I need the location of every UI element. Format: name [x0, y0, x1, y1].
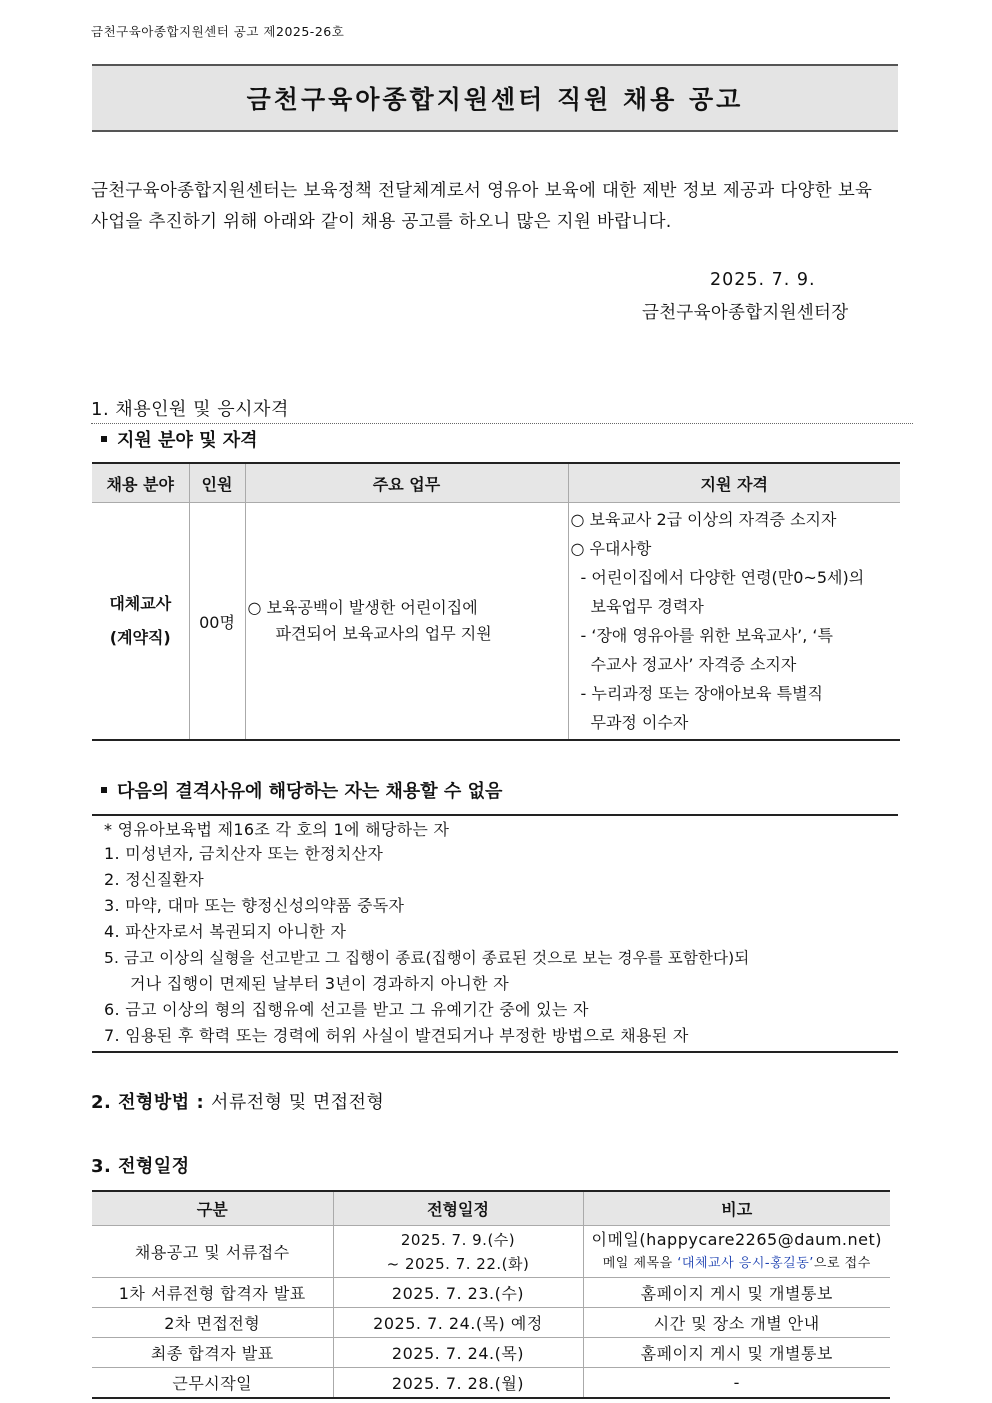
preference-item: [571, 563, 901, 621]
preference-line: - 누리과정 또는 장애아보육 특별직: [580, 684, 824, 703]
list-item: 2. 정신질환자: [104, 870, 205, 889]
table-row: [92, 1226, 890, 1278]
schedule-date: 2025. 7. 28.(월): [333, 1368, 583, 1399]
header-qualification: 지원 자격: [568, 463, 900, 503]
section2-heading: [91, 1088, 384, 1114]
preference-line: 수교사 정교사’ 자격증 소지자: [590, 655, 797, 674]
date-line: 2025. 7. 9.(수): [400, 1230, 516, 1249]
table-header-row: [92, 463, 900, 503]
sub-heading-text: 지원 분야 및 자격: [117, 430, 258, 451]
recruitment-table: [92, 462, 900, 741]
title-box: [92, 64, 898, 132]
field-cell: [92, 503, 189, 741]
list-item: 3. 마약, 대마 또는 향정신성의약품 중독자: [104, 896, 405, 915]
date-line: ~ 2025. 7. 22.(화): [386, 1254, 530, 1273]
section2-value: 서류전형 및 면접전형: [210, 1092, 385, 1113]
sub-heading-text: 다음의 결격사유에 해당하는 자는 채용할 수 없음: [117, 781, 503, 802]
list-item: 4. 파산자로서 복권되지 아니한 자: [104, 922, 347, 941]
schedule-note: 홈페이지 게시 및 개별통보: [583, 1338, 890, 1368]
field-type: (계약직): [109, 628, 171, 647]
list-item-continuation: 거나 집행이 면제된 날부터 3년이 경과하지 아니한 자: [130, 974, 510, 993]
table-row: [92, 1338, 890, 1368]
table-row: [92, 1308, 890, 1338]
header-duty: 주요 업무: [245, 463, 568, 503]
list-item: 1. 미성년자, 금치산자 또는 한정치산자: [104, 844, 384, 863]
section1-heading: 1. 채용인원 및 응시자격: [91, 399, 289, 420]
sub-heading-disqualification: [91, 777, 502, 803]
qualification-item: ○ 우대사항: [570, 539, 652, 558]
schedule-date: 2025. 7. 23.(수): [333, 1278, 583, 1308]
schedule-date: [333, 1226, 583, 1278]
dotted-divider: [91, 423, 913, 424]
subject-prefix: 메일 제목을: [602, 1255, 678, 1271]
list-item: 7. 임용된 후 학력 또는 경력에 허위 사실이 발견되거나 부정한 방법으로 채용된 자: [104, 1026, 689, 1045]
schedule-date: 2025. 7. 24.(목) 예정: [333, 1308, 583, 1338]
schedule-date: 2025. 7. 24.(목): [333, 1338, 583, 1368]
preference-item: [571, 679, 901, 737]
qualification-item: ○ 보육교사 2급 이상의 자격증 소지자: [570, 510, 837, 529]
issuer: 금천구육아종합지원센터장: [642, 303, 849, 323]
duty-cell: [245, 503, 568, 741]
schedule-label: 채용공고 및 서류접수: [92, 1226, 333, 1278]
document-number: 금천구육아종합지원센터 공고 제2025-26호: [91, 24, 345, 39]
section2-label: 2. 전형방법 :: [91, 1092, 205, 1113]
preference-line: 무과정 이수자: [590, 713, 689, 732]
schedule-note: 홈페이지 게시 및 개별통보: [583, 1278, 890, 1308]
header-field: 채용 분야: [92, 463, 189, 503]
qualification-cell: [568, 503, 900, 741]
header-schedule: 전형일정: [333, 1191, 583, 1226]
duty-line: 파견되어 보육교사의 업무 지원: [275, 624, 492, 643]
schedule-label: 최종 합격자 발표: [92, 1338, 333, 1368]
list-item: 5. 금고 이상의 실형을 선고받고 그 집행이 종료(집행이 종료된 것으로 보는 경우를 포함한다)되: [104, 949, 750, 967]
schedule-label: 1차 서류전형 합격자 발표: [92, 1278, 333, 1308]
square-bullet-icon: [101, 436, 107, 442]
schedule-table: [92, 1190, 890, 1399]
field-name: 대체교사: [109, 594, 172, 613]
count-cell: [189, 503, 245, 741]
preference-line: - 어린이집에서 다양한 연령(만0~5세)의: [580, 568, 865, 587]
preference-line: - ‘장애 영유아를 위한 보육교사’, ‘특: [580, 626, 833, 645]
table-row: [92, 503, 900, 741]
schedule-note: -: [583, 1368, 890, 1399]
header-count: 인원: [189, 463, 245, 503]
intro-paragraph: 금천구육아종합지원센터는 보육정책 전달체계로서 영유아 보육에 대한 제반 정보 제공과 다양한 보육 사업을 추진하기 위해 아래와 같이 채용 공고를 하오니 많은 지원 바랍니다.: [91, 181, 873, 232]
section3-heading: [91, 1152, 190, 1178]
table-header-row: [92, 1191, 890, 1226]
sub-heading-fields: [91, 426, 258, 452]
subject-suffix: 으로 접수: [813, 1255, 871, 1271]
schedule-note: 시간 및 장소 개별 안내: [583, 1308, 890, 1338]
preference-line: 보육업무 경력자: [590, 597, 704, 616]
disqualification-box: [92, 814, 898, 1053]
disq-note: * 영유아보육법 제16조 각 호의 1에 해당하는 자: [104, 820, 450, 839]
section3-label: 3. 전형일정: [91, 1156, 190, 1177]
email-line: 이메일(happycare2265@daum.net): [591, 1229, 882, 1249]
schedule-label: 근무시작일: [92, 1368, 333, 1399]
subject-line: [585, 1252, 890, 1276]
page-title: 금천구육아종합지원센터 직원 채용 공고: [246, 85, 744, 114]
table-row: [92, 1278, 890, 1308]
header-category: 구분: [92, 1191, 333, 1226]
header-note: 비고: [583, 1191, 890, 1226]
table-row: [92, 1368, 890, 1399]
headcount: 00명: [199, 612, 235, 632]
duty-line: ○ 보육공백이 발생한 어린이집에: [247, 598, 478, 617]
subject-example: ‘대체교사 응시-홍길동’: [677, 1255, 814, 1271]
list-item: 6. 금고 이상의 형의 집행유예 선고를 받고 그 유예기간 중에 있는 자: [104, 1000, 589, 1019]
square-bullet-icon: [101, 787, 107, 793]
preference-item: [571, 621, 901, 679]
schedule-label: 2차 면접전형: [92, 1308, 333, 1338]
notice-date: 2025. 7. 9.: [710, 270, 816, 290]
schedule-note: [583, 1226, 890, 1278]
